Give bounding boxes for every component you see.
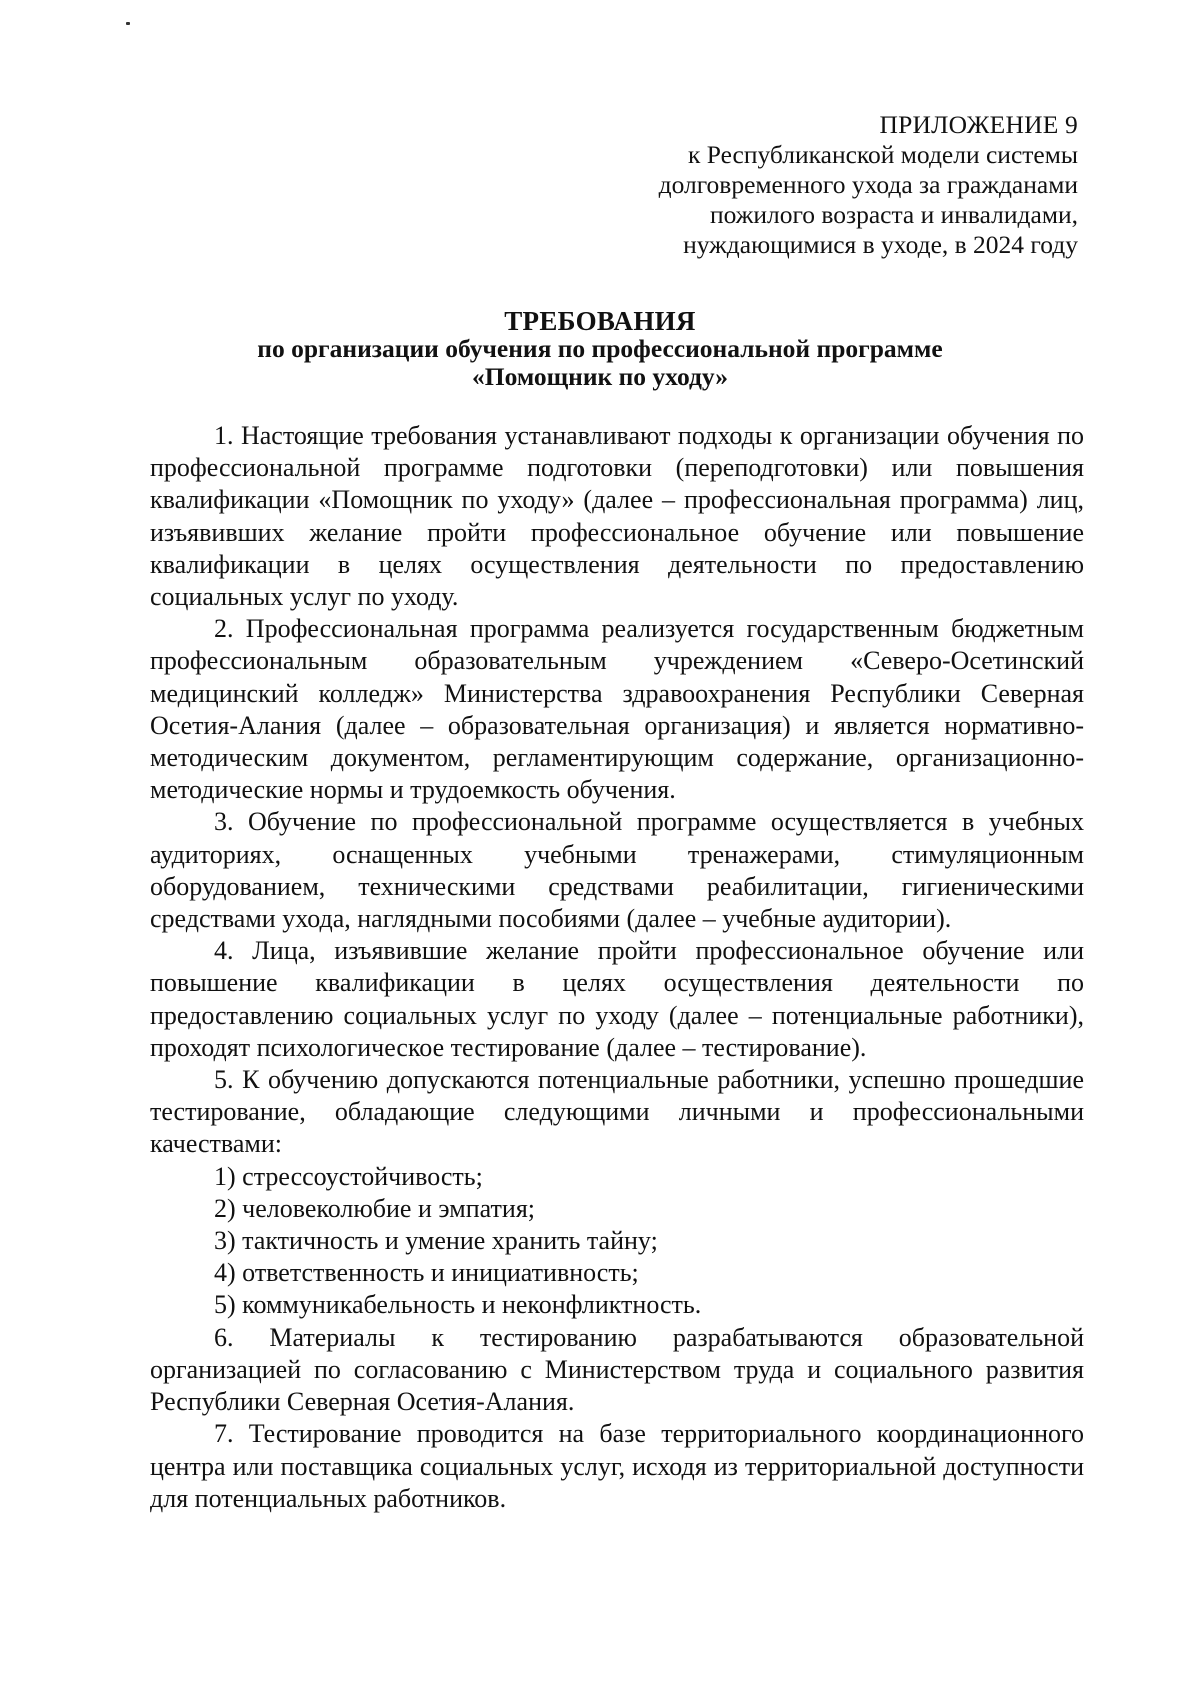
paragraph-4: 4. Лица, изъявившие желание пройти профессиональное обучение или повышение квалификации в целях осуществления деятельности по предоставлению социальных услуг по уходу (далее – потенциальные работники), проходят психологическое тестирование (далее – тестирование). <box>150 936 1084 1062</box>
appendix-line: нуждающимися в уходе, в 2024 году <box>683 230 1078 259</box>
scan-artifact-dot <box>126 22 130 25</box>
list-item: 2) человеколюбие и эмпатия; <box>214 1193 536 1223</box>
paragraph-6: 6. Материалы к тестированию разрабатываются образовательной организацией по согласованию с Министерством труда и социального развития Республики Северная Осетия-Алания. <box>150 1322 1084 1417</box>
paragraph-3: 3. Обучение по профессиональной программе осуществляется в учебных аудиториях, оснащенных учебными тренажерами, стимуляционным оборудованием, техническими средствами реабилитации, гигиеническими средствами ухода, наглядными пособиями (далее – учебные аудитории). <box>150 807 1084 934</box>
list-item: 4) ответственность и инициативность; <box>214 1258 639 1288</box>
paragraph-2: 2. Профессиональная программа реализуется государственным бюджетным профессиональным образовательным учреждением «Северо-Осетинский медицинский колледж» Министерства здравоохранения Республики Северная Осетия-Алания (далее – образовательная организация) и является нормативно-методическим документом, регламентирующим содержание, организационно-методические нормы и трудоемкость обучения. <box>150 614 1084 805</box>
document-heading <box>150 307 1050 391</box>
list-item: 5) коммуникабельность и неконфликтность. <box>214 1290 702 1320</box>
appendix-block <box>659 110 1078 260</box>
appendix-line: пожилого возраста и инвалидами, <box>709 200 1078 229</box>
document-subtitle: по организации обучения по профессиональной программе <box>257 334 943 363</box>
document-body <box>150 420 1084 1515</box>
appendix-line: долговременного ухода за гражданами <box>658 170 1078 199</box>
paragraph-7: 7. Тестирование проводится на базе территориального координационного центра или поставщика социальных услуг, исходя из территориальной доступности для потенциальных работников. <box>150 1419 1084 1513</box>
document-subtitle: «Помощник по уходу» <box>471 362 728 391</box>
paragraph-5: 5. К обучению допускаются потенциальные работники, успешно прошедшие тестирование, обладающие следующими личными и профессиональными качествами: <box>150 1065 1084 1159</box>
paragraph-1: 1. Настоящие требования устанавливают подходы к организации обучения по профессиональной программе подготовки (переподготовки) или повышения квалификации «Помощник по уходу» (далее – профессиональная программа) лиц, изъявивших желание пройти профессиональное обучение или повышение квалификации в целях осуществления деятельности по предоставлению социальных услуг по уходу. <box>150 421 1084 612</box>
list-item: 3) тактичность и умение хранить тайну; <box>214 1226 658 1256</box>
list-item: 1) стрессоустойчивость; <box>214 1161 483 1191</box>
appendix-title: ПРИЛОЖЕНИЕ 9 <box>879 110 1078 139</box>
appendix-line: к Республиканской модели системы <box>687 140 1078 169</box>
document-title: ТРЕБОВАНИЯ <box>504 306 696 336</box>
